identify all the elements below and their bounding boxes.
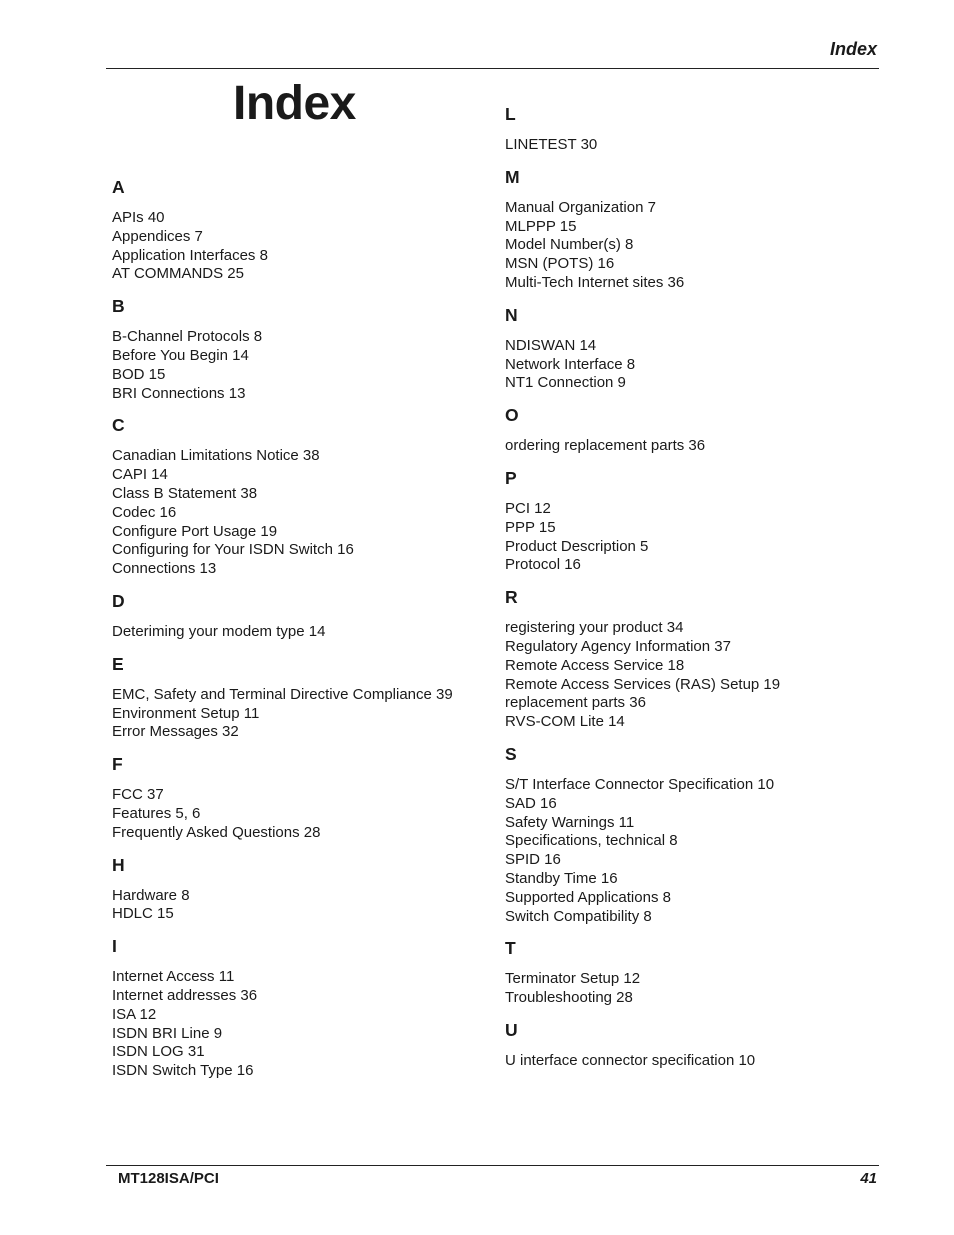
index-entry: BRI Connections 13: [112, 384, 246, 402]
index-section-i: [112, 936, 492, 1081]
index-entry: Configuring for Your ISDN Switch 16: [112, 541, 354, 559]
page-title: Index: [233, 77, 356, 130]
section-letter: I: [112, 936, 117, 957]
index-entry: NT1 Connection 9: [505, 374, 626, 392]
index-entry: Features 5, 6: [112, 804, 201, 822]
index-entry: SAD 16: [505, 794, 557, 812]
index-entry: Supported Applications 8: [505, 888, 671, 906]
index-entry: ISDN Switch Type 16: [112, 1062, 254, 1080]
index-left-column: [112, 177, 492, 1081]
section-letter: A: [112, 177, 125, 197]
index-right-column: [505, 104, 885, 1071]
section-letter: O: [505, 405, 519, 426]
index-section-o: [505, 405, 885, 456]
index-entry: Configure Port Usage 19: [112, 522, 278, 540]
index-entry: Model Number(s) 8: [505, 236, 634, 254]
index-entry: registering your product 34: [505, 619, 684, 637]
index-section-r: [505, 587, 885, 732]
index-entry: S/T Interface Connector Specification 10: [505, 775, 775, 793]
section-letter: B: [112, 296, 125, 317]
index-entry: replacement parts 36: [505, 694, 646, 712]
index-section-u: [505, 1020, 885, 1071]
index-entry: Internet Access 11: [112, 968, 235, 986]
index-entry: Regulatory Agency Information 37: [505, 637, 731, 655]
index-section-t: [505, 938, 885, 1008]
section-letter: C: [112, 415, 125, 436]
index-section-p: [505, 468, 885, 575]
index-entry: EMC, Safety and Terminal Directive Compliance 39: [112, 685, 453, 703]
section-letter: U: [505, 1019, 518, 1040]
index-entry: PCI 12: [505, 499, 551, 517]
index-entry: AT COMMANDS 25: [112, 265, 244, 283]
section-letter: S: [505, 743, 517, 764]
index-entry: Connections 13: [112, 560, 217, 578]
index-entry: Remote Access Service 18: [505, 656, 685, 674]
header-rule: [106, 68, 879, 69]
index-entry: Appendices 7: [112, 227, 203, 245]
index-entry: Class B Statement 38: [112, 484, 258, 502]
index-entry: Network Interface 8: [505, 355, 636, 373]
index-section-d: [112, 591, 492, 642]
index-entry: Multi-Tech Internet sites 36: [505, 273, 685, 291]
index-entry: APIs 40: [112, 209, 165, 226]
index-entry: ordering replacement parts 36: [505, 437, 706, 455]
index-entry: Hardware 8: [112, 886, 190, 904]
index-entry: B-Channel Protocols 8: [112, 328, 263, 346]
footer-product: MT128ISA/PCI: [118, 1170, 219, 1187]
index-entry: MLPPP 15: [505, 217, 577, 235]
index-entry: Canadian Limitations Notice 38: [112, 447, 320, 465]
section-letter: H: [112, 854, 125, 875]
footer-rule: [106, 1165, 879, 1166]
index-entry: Application Interfaces 8: [112, 246, 268, 264]
index-entry: SPID 16: [505, 851, 561, 869]
index-section-f: [112, 754, 492, 842]
index-entry: FCC 37: [112, 786, 164, 804]
index-entry: Deteriming your modem type 14: [112, 622, 326, 640]
index-section-n: [505, 305, 885, 393]
section-letter: P: [505, 467, 517, 488]
index-section-a: [112, 177, 492, 284]
section-letter: T: [505, 938, 516, 959]
running-header-title: Index: [829, 39, 877, 59]
index-section-s: [505, 744, 885, 926]
index-entry: Error Messages 32: [112, 723, 239, 741]
section-letter: N: [505, 304, 518, 325]
index-entry: Internet addresses 36: [112, 986, 258, 1004]
index-entry: Troubleshooting 28: [505, 989, 633, 1007]
index-entry: Before You Begin 14: [112, 346, 249, 364]
index-entry: Specifications, technical 8: [505, 832, 678, 850]
index-entry: PPP 15: [505, 518, 556, 536]
index-entry: Product Description 5: [505, 537, 649, 555]
index-section-e: [112, 654, 492, 742]
index-entry: Environment Setup 11: [112, 704, 260, 722]
section-letter: F: [112, 754, 123, 775]
index-entry: ISDN LOG 31: [112, 1043, 205, 1061]
footer-page-number: 41: [860, 1170, 877, 1187]
index-entry: Switch Compatibility 8: [505, 907, 652, 925]
index-entry: Remote Access Services (RAS) Setup 19: [505, 675, 781, 693]
index-entry: U interface connector specification 10: [505, 1051, 756, 1069]
index-entry: MSN (POTS) 16: [505, 255, 615, 273]
section-letter: M: [505, 166, 520, 187]
index-entry: NDISWAN 14: [505, 336, 597, 354]
section-letter: D: [112, 590, 125, 611]
index-entry: Protocol 16: [505, 556, 581, 574]
index-entry: RVS-COM Lite 14: [505, 713, 625, 731]
index-entry: Terminator Setup 12: [505, 970, 641, 988]
index-entry: Frequently Asked Questions 28: [112, 823, 321, 841]
index-entry: ISA 12: [112, 1005, 157, 1023]
index-entry: Codec 16: [112, 503, 177, 521]
index-entry: ISDN BRI Line 9: [112, 1024, 223, 1042]
index-section-c: [112, 415, 492, 579]
index-section-l: [505, 104, 885, 155]
index-entry: BOD 15: [112, 365, 166, 383]
index-entry: Manual Organization 7: [505, 198, 656, 216]
index-entry: Standby Time 16: [505, 869, 618, 887]
section-letter: R: [505, 587, 518, 608]
index-entry: LINETEST 30: [505, 136, 598, 153]
index-entry: Safety Warnings 11: [505, 813, 635, 831]
index-section-m: [505, 167, 885, 293]
index-entry: HDLC 15: [112, 905, 174, 923]
section-letter: E: [112, 653, 124, 674]
section-letter: L: [505, 104, 516, 124]
index-section-b: [112, 296, 492, 403]
index-section-h: [112, 855, 492, 925]
index-entry: CAPI 14: [112, 466, 168, 484]
